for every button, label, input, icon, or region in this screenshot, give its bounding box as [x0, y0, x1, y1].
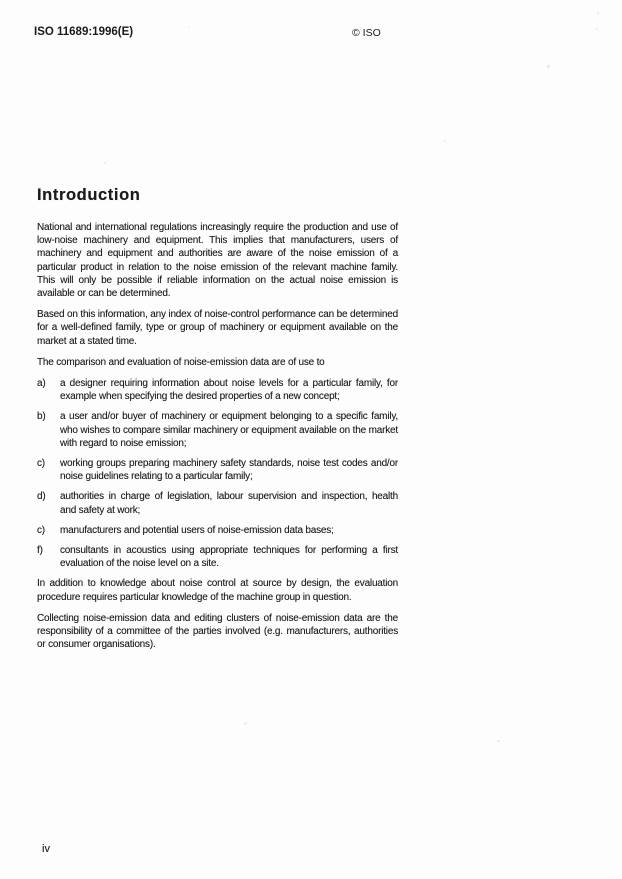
document-body — [37, 186, 398, 659]
list-item-text: working groups preparing machinery safety standards, noise test codes and/or noise guidelines relating to a particular family; — [60, 458, 398, 483]
closing-paragraph-2: Collecting noise-emission data and editing clusters of noise-emission data are the responsibility of a committee of the parties involved (e.g. manufacturers, authorities or consumer organisations). — [37, 612, 398, 651]
scan-speck — [547, 65, 550, 68]
list-item — [37, 544, 398, 570]
scan-speck — [444, 140, 446, 142]
list-item — [37, 490, 398, 516]
copyright-notice: © ISO — [352, 27, 381, 39]
list-item-text: a designer requiring information about noise levels for a particular family, for example when specifying the desired properties of a new concept; — [60, 378, 398, 403]
list-item-label: d) — [37, 491, 46, 503]
intro-paragraph-1: National and international regulations increasingly require the production and use of low-noise machinery and equipment. This implies that manufacturers, users of machinery and equipment and authorities are aware of the noise emission of a particular product in relation to the noise emission of the relevant machine family. This will only be possible if reliable information on the actual noise emission is available or can be determined. — [37, 222, 398, 300]
list-item-label: c) — [37, 458, 45, 470]
list-item-label: a) — [37, 378, 46, 390]
list-item-text: authorities in charge of legislation, labour supervision and inspection, health and safety at work; — [60, 491, 398, 516]
list-item-text: a user and/or buyer of machinery or equipment belonging to a specific family, who wishes to compare similar machinery or equipment available on the market with regard to noise emission; — [60, 411, 398, 449]
closing-paragraphs — [37, 577, 398, 651]
use-cases-list — [37, 377, 398, 570]
intro-paragraph-3: The comparison and evaluation of noise-emission data are of use to — [37, 356, 325, 368]
intro-paragraph-2: Based on this information, any index of noise-control performance can be determined for a well-defined family, type or group of machinery or equipment available on the market at a stated time. — [37, 309, 398, 347]
section-heading: Introduction — [37, 186, 141, 204]
list-item — [37, 377, 398, 403]
list-item-label: b) — [37, 411, 46, 423]
scan-speck — [597, 12, 599, 14]
list-item-label: f) — [37, 545, 43, 557]
list-item — [37, 457, 398, 483]
list-item-label: c) — [37, 524, 45, 536]
list-item-text: consultants in acoustics using appropriate techniques for performing a first evaluation of the noise level on a site. — [60, 545, 398, 570]
scan-speck — [188, 26, 190, 28]
list-item — [37, 524, 398, 537]
list-item — [37, 410, 398, 450]
closing-paragraph-1: In addition to knowledge about noise control at source by design, the evaluation procedure requires particular knowledge of the machine group in question. — [37, 578, 398, 603]
scan-speck — [596, 28, 598, 30]
page-number: iv — [42, 843, 50, 855]
scan-speck — [244, 722, 247, 725]
document-id: ISO 11689:1996(E) — [34, 26, 134, 38]
scan-speck — [497, 740, 500, 742]
scan-speck — [104, 162, 106, 164]
list-item-text: manufacturers and potential users of noise-emission data bases; — [60, 524, 334, 536]
